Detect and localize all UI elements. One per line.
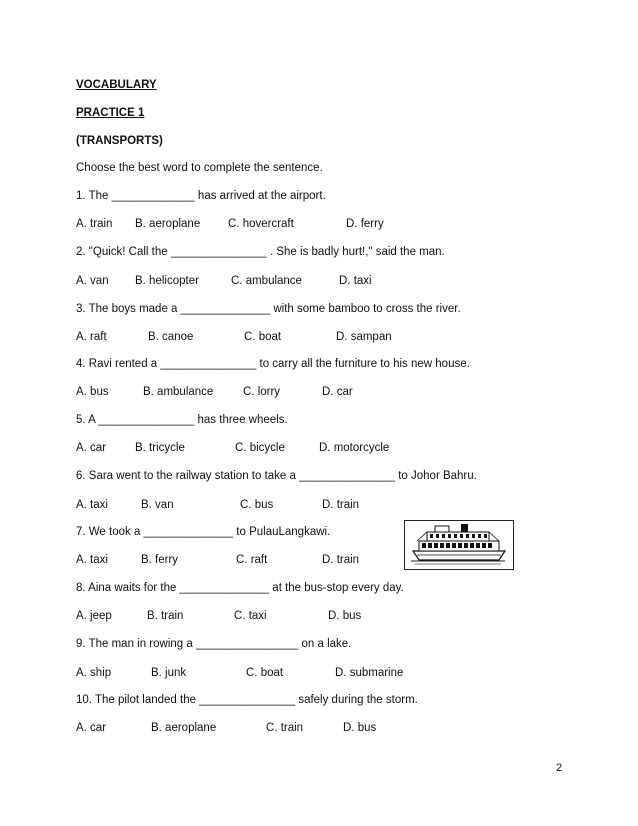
ferry-icon — [405, 521, 512, 568]
option-a: A. taxi — [76, 499, 108, 511]
question-8: 8. Aina waits for the ______________ at the bus-stop every day. — [76, 582, 404, 594]
option-d: D. submarine — [335, 667, 404, 679]
question-10: 10. The pilot landed the _______________ safely during the storm. — [76, 694, 418, 706]
option-b: B. van — [141, 499, 174, 511]
option-d: D. bus — [328, 610, 362, 622]
question-3: 3. The boys made a ______________ with some bamboo to cross the river. — [76, 303, 461, 315]
option-c: C. boat — [244, 331, 282, 343]
option-b: B. helicopter — [135, 275, 199, 287]
option-b: B. aeroplane — [135, 218, 201, 230]
instructions: Choose the best word to complete the sentence. — [76, 162, 323, 174]
practice-heading: PRACTICE 1 — [76, 107, 145, 119]
option-c: C. boat — [246, 667, 284, 679]
question-4: 4. Ravi rented a _______________ to carry all the furniture to his new house. — [76, 358, 470, 370]
option-b: B. tricycle — [135, 442, 185, 454]
option-b: B. ambulance — [143, 386, 214, 398]
worksheet-title: VOCABULARY — [76, 79, 157, 91]
option-b: B. canoe — [148, 331, 194, 343]
question-7: 7. We took a ______________ to PulauLangkawi. — [76, 526, 331, 538]
option-a: A. car — [76, 442, 107, 454]
option-b: B. train — [147, 610, 184, 622]
option-d: D. bus — [343, 722, 377, 734]
option-c: C. train — [266, 722, 304, 734]
option-a: A. ship — [76, 667, 112, 679]
option-a: A. bus — [76, 386, 109, 398]
option-a: A. car — [76, 722, 107, 734]
question-1: 1. The _____________ has arrived at the airport. — [76, 190, 326, 202]
option-b: B. ferry — [141, 554, 179, 566]
option-d: D. train — [322, 554, 360, 566]
option-c: C. bus — [240, 499, 274, 511]
option-b: B. aeroplane — [151, 722, 217, 734]
question-2: 2. "Quick! Call the _______________ . She is badly hurt!," said the man. — [76, 246, 445, 258]
option-d: D. car — [322, 386, 353, 398]
option-d: D. taxi — [339, 275, 372, 287]
option-c: C. raft — [236, 554, 268, 566]
option-b: B. junk — [151, 667, 187, 679]
question-9: 9. The man in rowing a ________________ on a lake. — [76, 638, 352, 650]
option-c: C. taxi — [234, 610, 267, 622]
option-a: A. jeep — [76, 610, 112, 622]
option-d: D. motorcycle — [319, 442, 390, 454]
topic-heading: (TRANSPORTS) — [76, 135, 163, 147]
option-c: C. bicycle — [235, 442, 285, 454]
option-a: A. raft — [76, 331, 107, 343]
option-d: D. train — [322, 499, 360, 511]
option-c: C. hovercraft — [228, 218, 294, 230]
option-c: C. lorry — [243, 386, 281, 398]
option-a: A. taxi — [76, 554, 108, 566]
question-6: 6. Sara went to the railway station to take a _______________ to Johor Bahru. — [76, 470, 477, 482]
option-d: D. ferry — [346, 218, 384, 230]
ferry-illustration — [404, 520, 514, 570]
option-a: A. van — [76, 275, 109, 287]
option-c: C. ambulance — [231, 275, 302, 287]
page-number: 2 — [556, 762, 563, 774]
option-d: D. sampan — [336, 331, 392, 343]
question-5: 5. A _______________ has three wheels. — [76, 414, 288, 426]
option-a: A. train — [76, 218, 113, 230]
